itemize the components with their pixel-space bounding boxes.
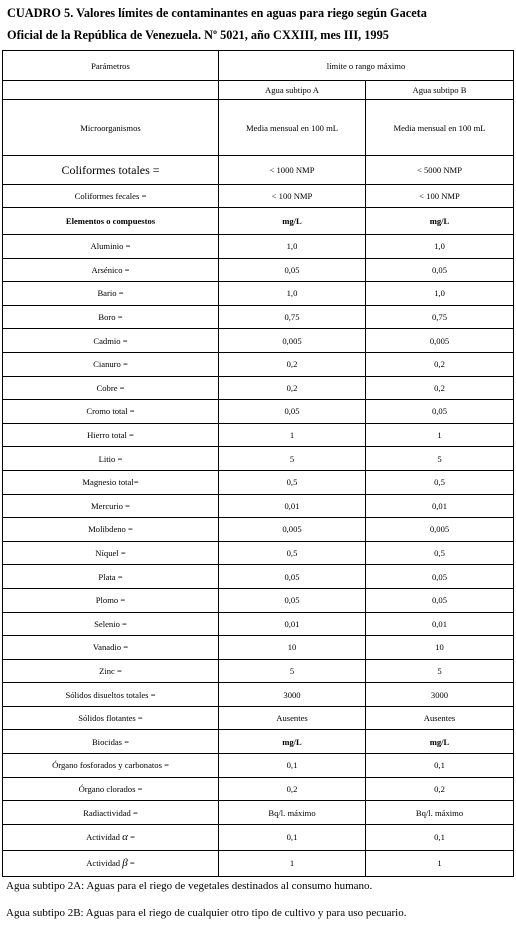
value-subtipo-b: 0,05	[366, 400, 514, 424]
value-subtipo-b: 0,2	[366, 376, 514, 400]
value-subtipo-b: 5	[366, 659, 514, 683]
beta-symbol: β	[122, 857, 128, 870]
parameter-label: Aluminio =	[3, 235, 219, 259]
micro-label: Microorganismos	[3, 100, 219, 156]
value-subtipo-b: 1,0	[366, 282, 514, 306]
parameter-row	[3, 423, 514, 447]
value-subtipo-b: Ausentes	[366, 706, 514, 730]
value-subtipo-b: 0,2	[366, 777, 514, 801]
parameter-row	[3, 329, 514, 353]
caption-line-1: CUADRO 5. Valores límites de contaminantes en aguas para riego según Gaceta	[7, 6, 427, 20]
coliformes-totales-b: < 5000 NMP	[366, 156, 514, 185]
actividad-beta-a: 1	[219, 850, 366, 876]
coliformes-totales-label: Coliformes totales =	[3, 156, 219, 185]
actividad-beta-label	[3, 850, 219, 876]
value-subtipo-b: 3000	[366, 683, 514, 707]
parameter-row	[3, 352, 514, 376]
value-subtipo-a: 0,5	[219, 541, 366, 565]
value-subtipo-b: 0,005	[366, 518, 514, 542]
caption-line-2: Oficial de la República de Venezuela. Nº 5021, año CXXIII, mes III, 1995	[7, 28, 389, 42]
actividad-beta-text: Actividad	[86, 858, 121, 869]
parameter-row	[3, 777, 514, 801]
value-subtipo-b: 0,75	[366, 305, 514, 329]
value-subtipo-b: 0,1	[366, 754, 514, 778]
parameter-label: Sólidos disueltos totales =	[3, 683, 219, 707]
value-subtipo-b: 0,05	[366, 258, 514, 282]
contaminant-limits-table	[2, 50, 514, 877]
parameter-row	[3, 730, 514, 754]
parameter-row	[3, 541, 514, 565]
parameter-row	[3, 565, 514, 589]
actividad-beta-row	[3, 850, 514, 876]
parameter-label: Biocidas =	[3, 730, 219, 754]
value-subtipo-a: 10	[219, 636, 366, 660]
parameter-label: Litio =	[3, 447, 219, 471]
elementos-row	[3, 208, 514, 235]
parameter-label: Selenio =	[3, 612, 219, 636]
actividad-alfa-row	[3, 824, 514, 850]
parameter-row	[3, 659, 514, 683]
value-subtipo-b: 1,0	[366, 235, 514, 259]
actividad-alfa-b: 0,1	[366, 824, 514, 850]
elementos-b: mg/L	[366, 208, 514, 235]
value-subtipo-b: 0,01	[366, 494, 514, 518]
subheader-empty	[3, 81, 219, 100]
parameter-row	[3, 282, 514, 306]
parameter-row	[3, 376, 514, 400]
value-subtipo-b: 0,2	[366, 352, 514, 376]
parameter-row	[3, 235, 514, 259]
value-subtipo-b: 0,005	[366, 329, 514, 353]
value-subtipo-a: 0,05	[219, 400, 366, 424]
value-subtipo-a: 5	[219, 447, 366, 471]
parameter-row	[3, 494, 514, 518]
parameter-label: Níquel =	[3, 541, 219, 565]
coliformes-totales-a: < 1000 NMP	[219, 156, 366, 185]
parameter-row	[3, 683, 514, 707]
value-subtipo-b: 0,05	[366, 565, 514, 589]
value-subtipo-a: Ausentes	[219, 706, 366, 730]
value-subtipo-a: 1,0	[219, 235, 366, 259]
value-subtipo-a: 0,1	[219, 754, 366, 778]
value-subtipo-a: 0,75	[219, 305, 366, 329]
coliformes-fecales-label: Coliformes fecales =	[3, 185, 219, 208]
parameter-label: Zinc =	[3, 659, 219, 683]
coliformes-totales-row	[3, 156, 514, 185]
parameter-label: Hierro total =	[3, 423, 219, 447]
parameter-label: Sólidos flotantes =	[3, 706, 219, 730]
value-subtipo-a: 5	[219, 659, 366, 683]
subheader-a: Agua subtipo A	[219, 81, 366, 100]
value-subtipo-a: 0,05	[219, 588, 366, 612]
actividad-alfa-label	[3, 824, 219, 850]
value-subtipo-a: 0,2	[219, 376, 366, 400]
value-subtipo-a: 1,0	[219, 282, 366, 306]
value-subtipo-a: mg/L	[219, 730, 366, 754]
header-limite: límite o rango máximo	[219, 51, 514, 81]
header-row	[3, 51, 514, 81]
value-subtipo-a: 0,05	[219, 258, 366, 282]
coliformes-fecales-b: < 100 NMP	[366, 185, 514, 208]
parameter-row	[3, 588, 514, 612]
actividad-alfa-a: 0,1	[219, 824, 366, 850]
value-subtipo-b: Bq/l. máximo	[366, 801, 514, 825]
coliformes-fecales-row	[3, 185, 514, 208]
parameter-row	[3, 754, 514, 778]
parameter-label: Radiactividad =	[3, 801, 219, 825]
table-caption	[7, 2, 512, 46]
value-subtipo-a: Bq/l. máximo	[219, 801, 366, 825]
value-subtipo-b: 0,5	[366, 470, 514, 494]
actividad-beta-eq: =	[129, 858, 135, 869]
note-subtipo-a: Agua subtipo 2A: Aguas para el riego de vegetales destinados al consumo humano.	[6, 880, 373, 892]
value-subtipo-b: 0,01	[366, 612, 514, 636]
value-subtipo-b: 10	[366, 636, 514, 660]
elementos-label: Elementos o compuestos	[3, 208, 219, 235]
parameter-row	[3, 447, 514, 471]
value-subtipo-a: 0,005	[219, 329, 366, 353]
parameter-label: Mercurio =	[3, 494, 219, 518]
parameter-row	[3, 518, 514, 542]
parameter-label: Arsénico =	[3, 258, 219, 282]
micro-a: Media mensual en 100 mL	[219, 100, 366, 156]
note-subtipo-b: Agua subtipo 2B: Aguas para el riego de cualquier otro tipo de cultivo y para uso pecuario.	[6, 907, 407, 919]
parameter-label: Boro =	[3, 305, 219, 329]
parameter-label: Cromo total =	[3, 400, 219, 424]
actividad-alfa-text: Actividad	[86, 832, 120, 843]
parameter-label: Cadmio =	[3, 329, 219, 353]
header-parametros: Parámetros	[3, 51, 219, 81]
value-subtipo-b: 0,5	[366, 541, 514, 565]
value-subtipo-a: 1	[219, 423, 366, 447]
value-subtipo-a: 0,01	[219, 494, 366, 518]
value-subtipo-b: 0,05	[366, 588, 514, 612]
subheader-row	[3, 81, 514, 100]
parameter-row	[3, 305, 514, 329]
parameter-row	[3, 801, 514, 825]
parameter-label: Bario =	[3, 282, 219, 306]
parameter-row	[3, 612, 514, 636]
alpha-symbol: α	[122, 831, 128, 844]
elementos-a: mg/L	[219, 208, 366, 235]
value-subtipo-a: 0,2	[219, 777, 366, 801]
coliformes-fecales-a: < 100 NMP	[219, 185, 366, 208]
parameter-label: Órgano fosforados y carbonatos =	[3, 754, 219, 778]
actividad-alfa-eq: =	[130, 832, 135, 843]
value-subtipo-a: 0,5	[219, 470, 366, 494]
parameter-label: Plomo =	[3, 588, 219, 612]
micro-row	[3, 100, 514, 156]
parameter-label: Órgano clorados =	[3, 777, 219, 801]
value-subtipo-a: 3000	[219, 683, 366, 707]
value-subtipo-b: 5	[366, 447, 514, 471]
parameter-label: Vanadio =	[3, 636, 219, 660]
parameter-label: Molibdeno =	[3, 518, 219, 542]
value-subtipo-b: mg/L	[366, 730, 514, 754]
parameter-row	[3, 258, 514, 282]
micro-b: Media mensual en 100 mL	[366, 100, 514, 156]
value-subtipo-a: 0,2	[219, 352, 366, 376]
parameter-row	[3, 706, 514, 730]
value-subtipo-a: 0,05	[219, 565, 366, 589]
subheader-b: Agua subtipo B	[366, 81, 514, 100]
value-subtipo-a: 0,01	[219, 612, 366, 636]
parameter-label: Plata =	[3, 565, 219, 589]
value-subtipo-a: 0,005	[219, 518, 366, 542]
parameter-row	[3, 400, 514, 424]
parameter-label: Magnesio total=	[3, 470, 219, 494]
parameter-row	[3, 636, 514, 660]
parameter-label: Cianuro =	[3, 352, 219, 376]
actividad-beta-b: 1	[366, 850, 514, 876]
parameter-label: Cobre =	[3, 376, 219, 400]
parameter-row	[3, 470, 514, 494]
value-subtipo-b: 1	[366, 423, 514, 447]
